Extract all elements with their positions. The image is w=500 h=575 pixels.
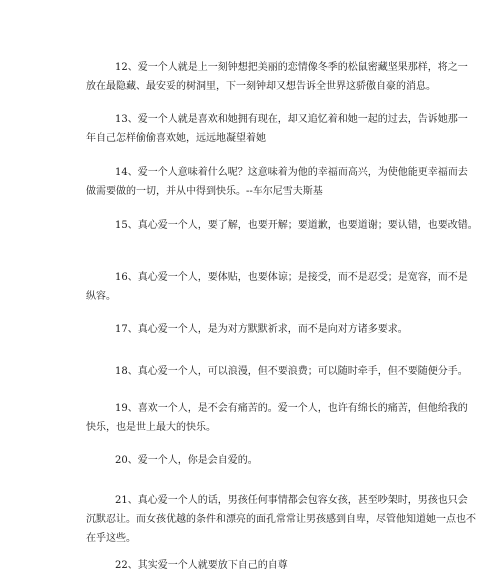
paragraph-line: 19、喜欢一个人，是不会有痛苦的。爱一个人，也许有绵长的痛苦，但他给我的 — [115, 403, 468, 414]
paragraph-line: 20、爱一个人，你是会自爱的。 — [115, 455, 258, 466]
paragraph-line: 21、真心爱一个人的话，男孩任何事情都会包容女孩，甚至吵架时，男孩也只会 — [115, 495, 468, 506]
paragraph-line: 做需要做的一切，并从中得到快乐。--车尔尼雪夫斯基 — [86, 186, 323, 197]
paragraph-line: 16、真心爱一个人，要体贴，也要体谅；是接受，而不是忍受；是宽容，而不是 — [115, 272, 468, 283]
paragraph-line: 12、爱一个人就是上一刻钟想把美丽的恋情像冬季的松鼠密藏坚果那样，将之一 — [115, 62, 468, 73]
paragraph-line: 在乎这些。 — [86, 533, 136, 544]
paragraph-line: 17、真心爱一个人，是为对方默默祈求，而不是向对方诸多要求。 — [115, 324, 408, 335]
paragraph-line: 年自己怎样偷偷喜欢她，远远地凝望着她 — [86, 133, 266, 144]
paragraph-line: 13、爱一个人就是喜欢和她拥有现在，却又追忆着和她一起的过去，告诉她那一 — [115, 114, 468, 125]
paragraph-line: 纵容。 — [86, 291, 116, 302]
paragraph-line: 沉默忍让。而女孩优越的条件和漂亮的面孔常常让男孩感到自卑，尽管他知道她一点也不 — [86, 514, 476, 525]
paragraph-line: 放在最隐藏、最安妥的树洞里，下一刻钟却又想告诉全世界这骄傲自豪的消息。 — [86, 81, 436, 92]
paragraph-line: 22、其实爱一个人就要放下自己的自尊 — [115, 560, 288, 571]
paragraph-line: 14、爱一个人意味着什么呢？这意味着为他的幸福而高兴，为使他能更幸福而去 — [115, 167, 468, 178]
paragraph-line: 快乐，也是世上最大的快乐。 — [86, 422, 216, 433]
paragraph-line: 18、真心爱一个人，可以浪漫，但不要浪费；可以随时牵手，但不要随便分手。 — [115, 366, 468, 377]
paragraph-line: 15、真心爱一个人，要了解，也要开解；要道歉，也要道谢；要认错，也要改错。 — [115, 220, 478, 231]
